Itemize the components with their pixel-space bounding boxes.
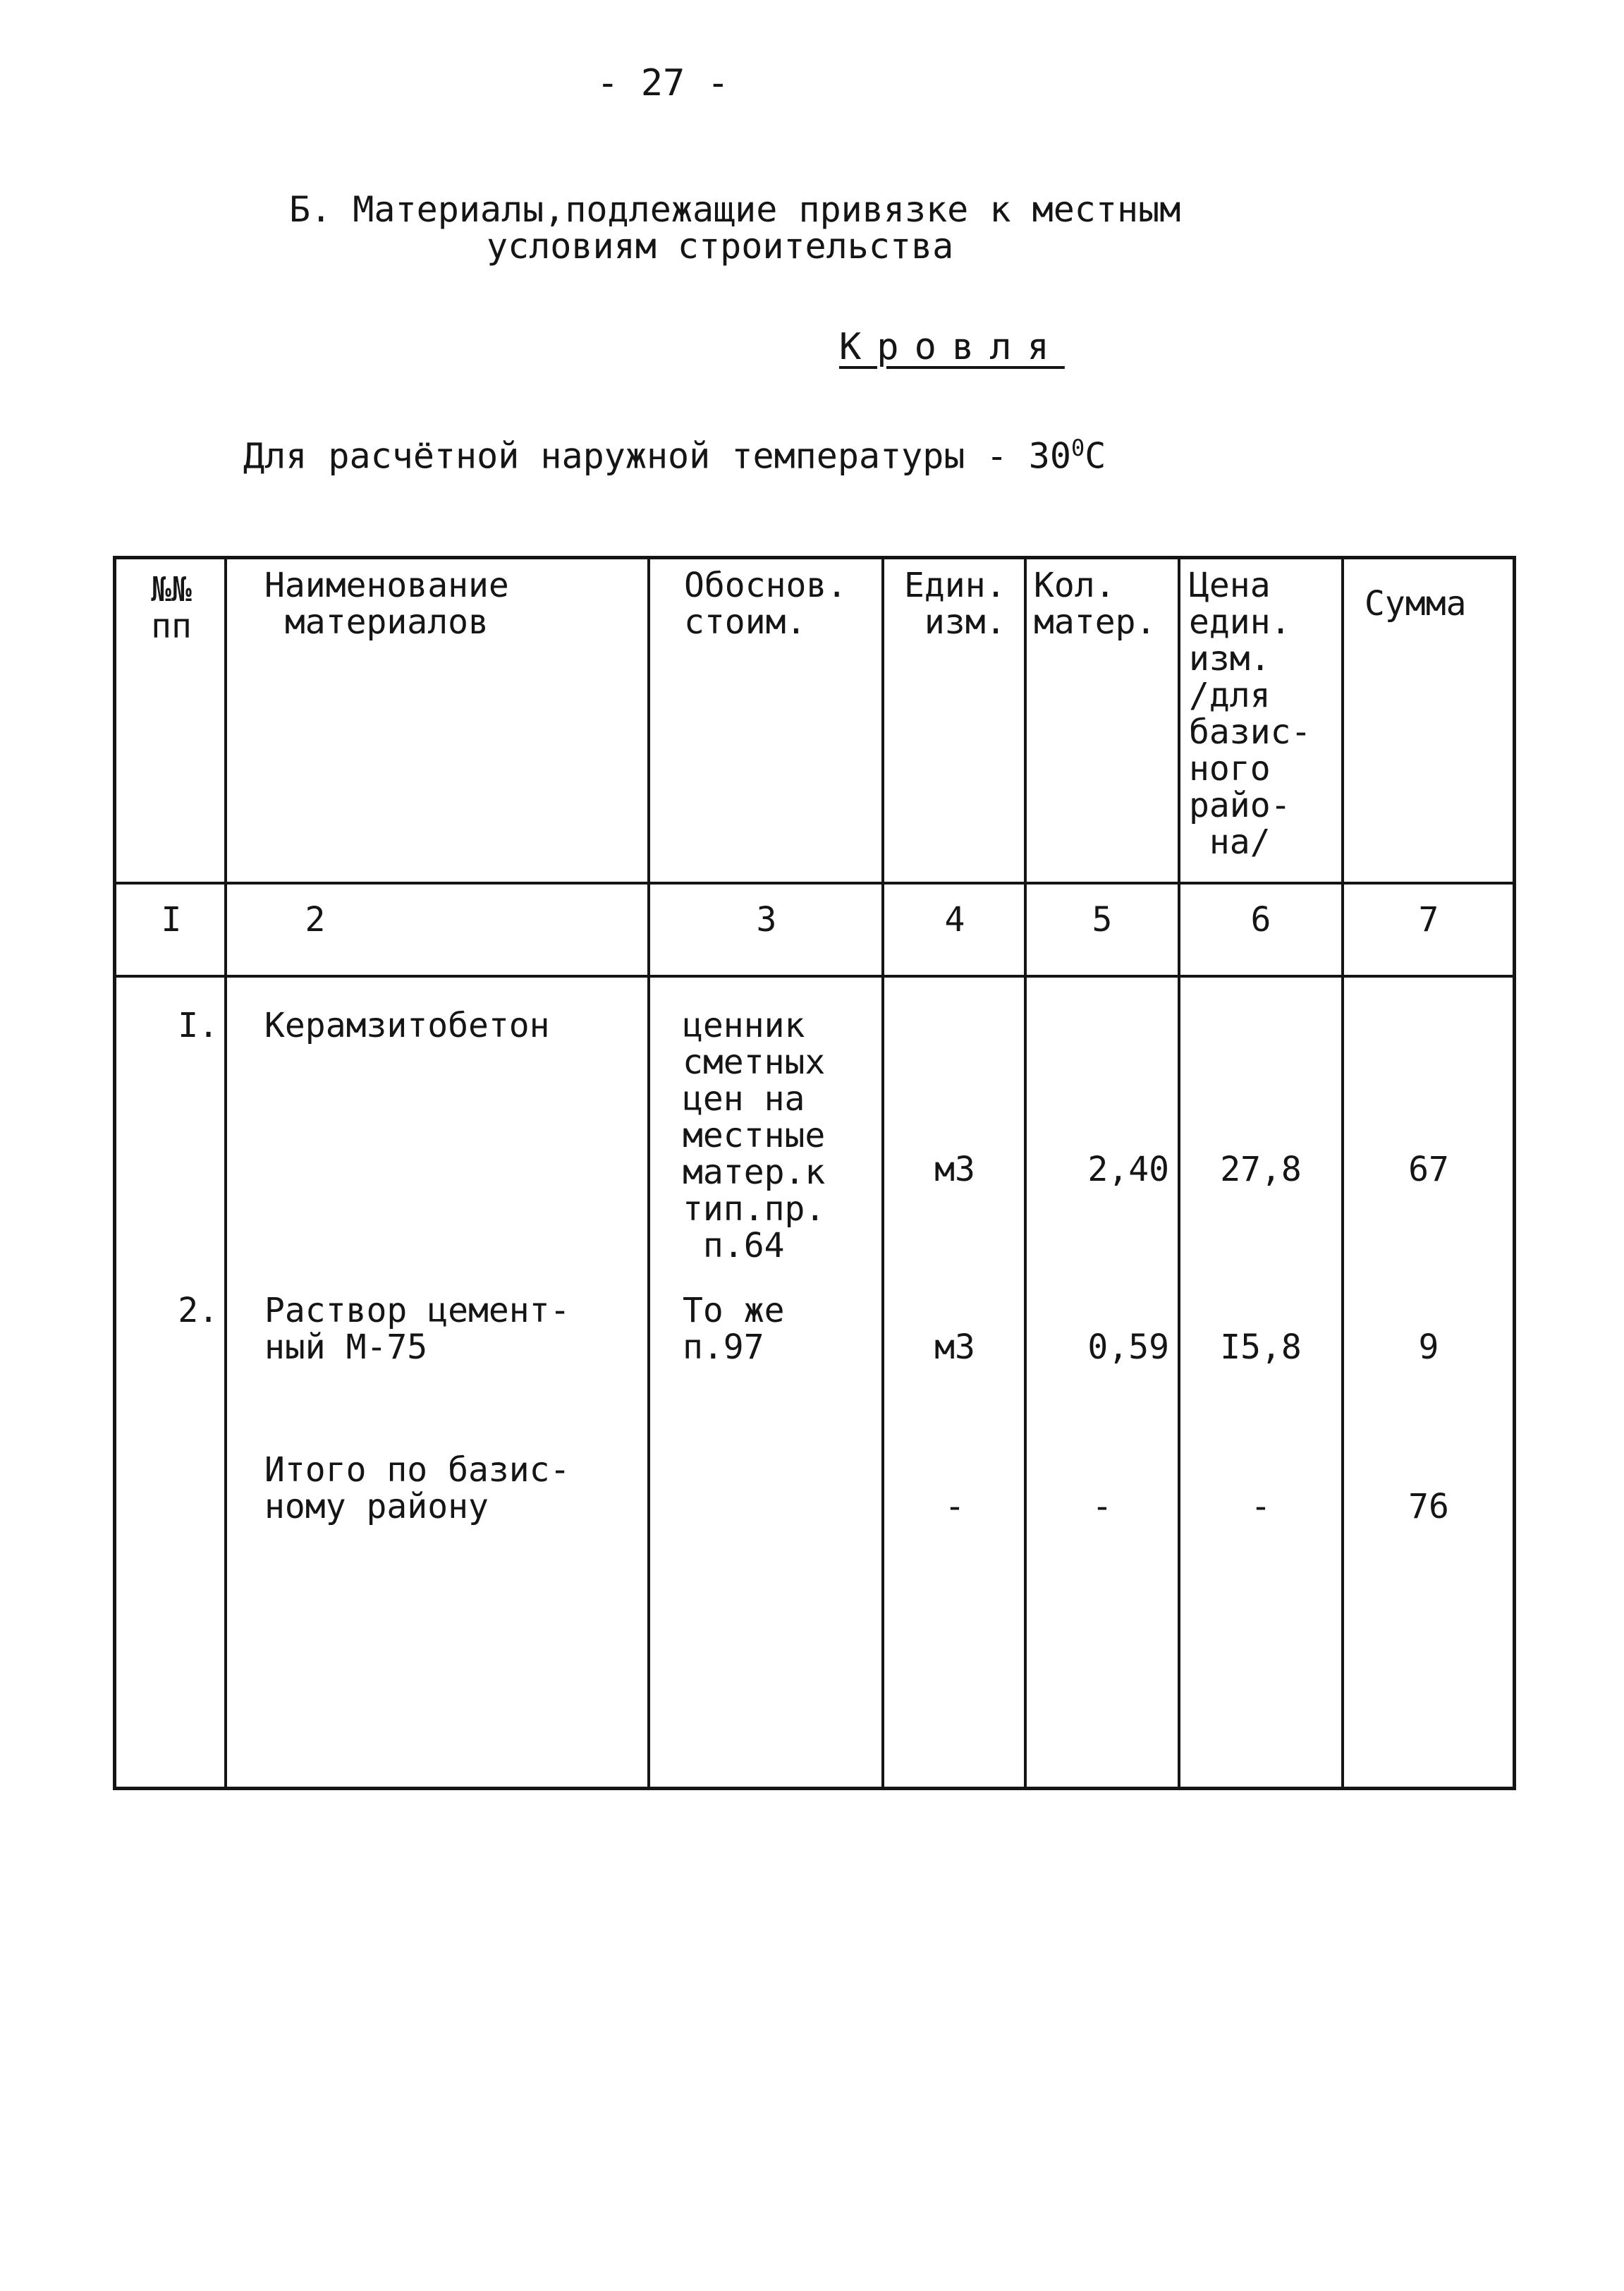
row-2-basis: То же п.97 [683,1291,785,1367]
row-1-price: 27,8 [1220,1150,1302,1189]
column-number: 3 [756,900,777,940]
column-number: 6 [1250,900,1271,940]
table-divider [647,556,650,1790]
header-basis: Обоснов. стоим. [684,566,848,642]
header-name: Наименование материалов [264,566,509,642]
column-number: 4 [944,900,965,940]
heading-line-2: условиям строительства [487,226,954,267]
total-qty: - [1092,1487,1113,1526]
header-price: Цена един. изм. /для базис- ного райо- на/ [1189,566,1312,862]
table-divider [113,882,1516,885]
header-sum: Сумма [1364,584,1467,624]
temperature-degree: 0 [1071,435,1085,461]
row-2-num: 2. [178,1291,219,1330]
table-divider [113,975,1516,978]
header-qty: Кол. матер. [1034,566,1156,642]
column-number: I [161,900,182,940]
column-number: 5 [1092,900,1113,940]
row-1-num: I. [178,1006,219,1045]
temperature-unit: С [1085,435,1106,477]
row-2-price: I5,8 [1220,1327,1302,1367]
section-title: Кровля [839,326,1065,368]
total-label: Итого по базис- ному району [264,1450,570,1526]
header-num: №№ пп [151,570,192,646]
column-number: 7 [1418,900,1439,940]
total-unit: - [944,1487,965,1526]
heading-line-1: Б. Материалы,подлежащие привязке к местным [289,189,1181,230]
temperature-note [243,435,1106,477]
total-sum: 76 [1408,1487,1449,1526]
row-2-name: Раствор цемент- ный М-75 [264,1291,570,1367]
row-2-unit: м3 [934,1327,975,1367]
header-unit: Един. изм. [904,566,1006,642]
row-1-sum: 67 [1408,1150,1449,1189]
total-price: - [1250,1487,1271,1526]
table-divider [224,556,227,1790]
row-1-unit: м3 [934,1150,975,1189]
row-2-sum: 9 [1418,1327,1439,1367]
column-number: 2 [305,900,326,940]
row-1-basis: ценник сметных цен на местные матер.к тип.пр. п.64 [683,1006,826,1265]
temperature-note-text: Для расчётной наружной температуры - 30 [243,435,1071,477]
page-number: - 27 - [597,62,729,104]
row-1-qty: 2,40 [1087,1150,1169,1189]
row-2-qty: 0,59 [1087,1327,1169,1367]
row-1-name: Керамзитобетон [264,1006,550,1045]
